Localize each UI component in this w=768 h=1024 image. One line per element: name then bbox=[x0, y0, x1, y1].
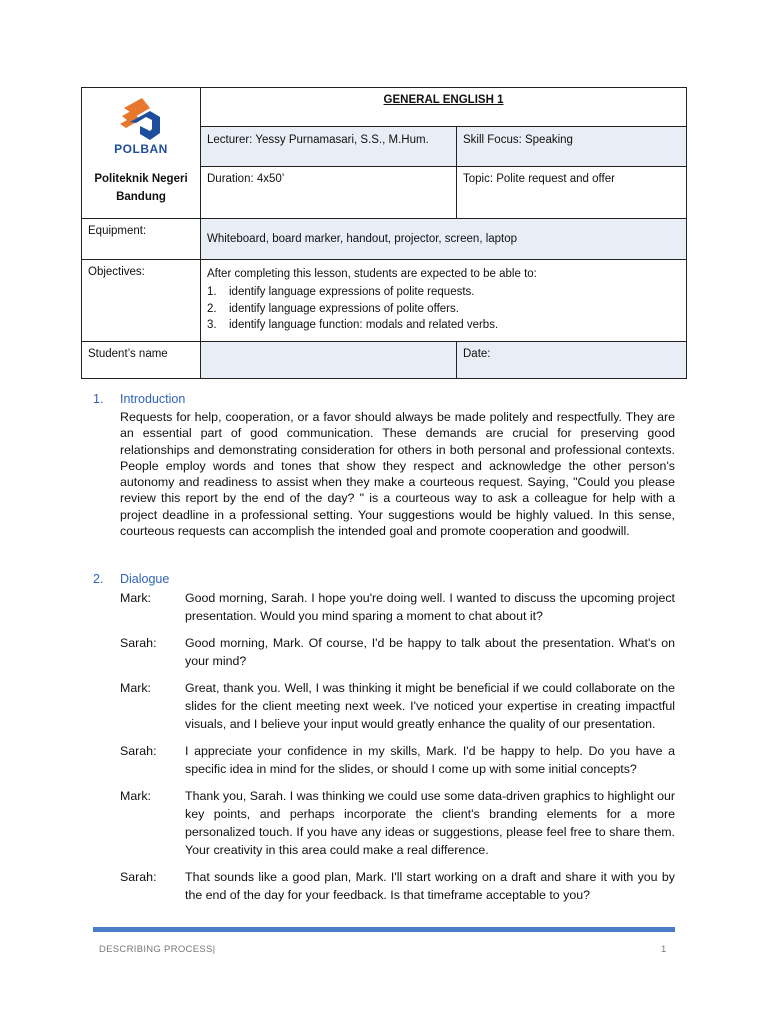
introduction-number: 1. bbox=[93, 392, 104, 406]
equipment-label: Equipment: bbox=[82, 219, 201, 260]
dialogue-turn bbox=[120, 787, 675, 859]
speaker-name: Sarah: bbox=[120, 870, 157, 884]
dialogue-turn bbox=[120, 679, 675, 733]
polban-logo-icon bbox=[116, 94, 166, 144]
institution-line-1: Politeknik Negeri bbox=[94, 173, 188, 185]
speaker-name: Sarah: bbox=[120, 636, 157, 650]
objective-item: 3. identify language function: modals and related verbs. bbox=[207, 319, 499, 331]
introduction-section bbox=[93, 392, 675, 539]
dialogue-heading bbox=[93, 572, 675, 589]
utterance: That sounds like a good plan, Mark. I'll start working on a draft and share it with you by the end of the day for your feedback. Is that timeframe acceptable to you? bbox=[185, 870, 675, 902]
date-field[interactable]: Date: bbox=[457, 342, 687, 379]
objectives-intro: After completing this lesson, students are expected to be able to: bbox=[207, 268, 537, 280]
utterance: Good morning, Sarah. I hope you're doing well. I wanted to discuss the upcoming project presentation. Would you mind sparing a moment to chat about it? bbox=[185, 591, 675, 623]
page-number: 1 bbox=[661, 944, 667, 955]
student-name-label: Student’s name bbox=[82, 342, 201, 379]
speaker-name: Mark: bbox=[120, 591, 151, 605]
skill-focus-cell: Skill Focus: Speaking bbox=[457, 127, 687, 167]
dialogue-turn bbox=[120, 742, 675, 778]
speaker-name: Mark: bbox=[120, 681, 151, 695]
objective-item: 1. identify language expressions of polite requests. bbox=[207, 286, 475, 298]
institution-name bbox=[88, 170, 194, 206]
footer-divider bbox=[93, 927, 675, 932]
utterance: I appreciate your confidence in my skills, Mark. I'd be happy to help. Do you have a specific idea in mind for the slides, or should I come up with some initial concepts? bbox=[185, 744, 675, 776]
footer-label: DESCRIBING PROCESS| bbox=[99, 944, 216, 955]
dialogue-title: Dialogue bbox=[120, 572, 170, 586]
equipment-value: Whiteboard, board marker, handout, projector, screen, laptop bbox=[201, 219, 687, 260]
dialogue-number: 2. bbox=[93, 572, 104, 586]
speaker-name: Mark: bbox=[120, 789, 151, 803]
utterance: Great, thank you. Well, I was thinking it might be beneficial if we could collaborate on the slides for the client meeting next week. I've noticed your expertise in creating impactful visuals, and I believe your input would greatly enhance the quality of our presentation. bbox=[185, 681, 675, 731]
utterance: Good morning, Mark. Of course, I'd be happy to talk about the presentation. What's on your mind? bbox=[185, 636, 675, 668]
introduction-heading bbox=[93, 392, 675, 409]
dialogue-turn bbox=[120, 868, 675, 904]
topic-cell: Topic: Polite request and offer bbox=[457, 167, 687, 219]
dialogue-turn bbox=[120, 589, 675, 625]
lesson-header-table bbox=[81, 87, 687, 379]
logo-wordmark: POLBAN bbox=[114, 142, 168, 156]
objectives-list bbox=[207, 284, 680, 334]
student-name-field[interactable] bbox=[201, 342, 457, 379]
lecturer-cell: Lecturer: Yessy Purnamasari, S.S., M.Hum. bbox=[201, 127, 457, 167]
objective-item: 2. identify language expressions of polite offers. bbox=[207, 302, 459, 315]
institution-line-2: Bandung bbox=[116, 191, 166, 203]
course-title: GENERAL ENGLISH 1 bbox=[201, 88, 687, 127]
objectives-cell bbox=[201, 260, 687, 342]
dialogue-turn bbox=[120, 634, 675, 670]
duration-cell: Duration: 4x50’ bbox=[201, 167, 457, 219]
utterance: Thank you, Sarah. I was thinking we could use some data-driven graphics to highlight our key points, and perhaps incorporate the client's branding elements for a more personalized touch. If you have any ideas or suggestions, please feel free to share them. Your creativity in this area could make a real difference. bbox=[185, 789, 675, 857]
introduction-body: Requests for help, cooperation, or a favor should always be made politely and respectfully. They are an essential part of good communication. These demands are crucial for preserving good relationships and demonstrating consideration for others in both personal and professional contexts. People employ words and tones that show they respect and acknowledge the other person's autonomy and readiness to assist when they make a courteous request. Saying, "Could you please review this report by the end of the day? " is a courteous way to ask a colleague for help with a project deadline in a professional setting. Your suggestions would be highly valued. In this sense, courteous requests can accomplish the intended goal and promote cooperation and goodwill. bbox=[120, 410, 675, 539]
logo-cell bbox=[82, 88, 201, 219]
dialogue-section bbox=[93, 572, 675, 913]
speaker-name: Sarah: bbox=[120, 744, 157, 758]
introduction-title: Introduction bbox=[120, 392, 186, 406]
objectives-label: Objectives: bbox=[82, 260, 201, 342]
dialogue-body bbox=[120, 589, 675, 904]
